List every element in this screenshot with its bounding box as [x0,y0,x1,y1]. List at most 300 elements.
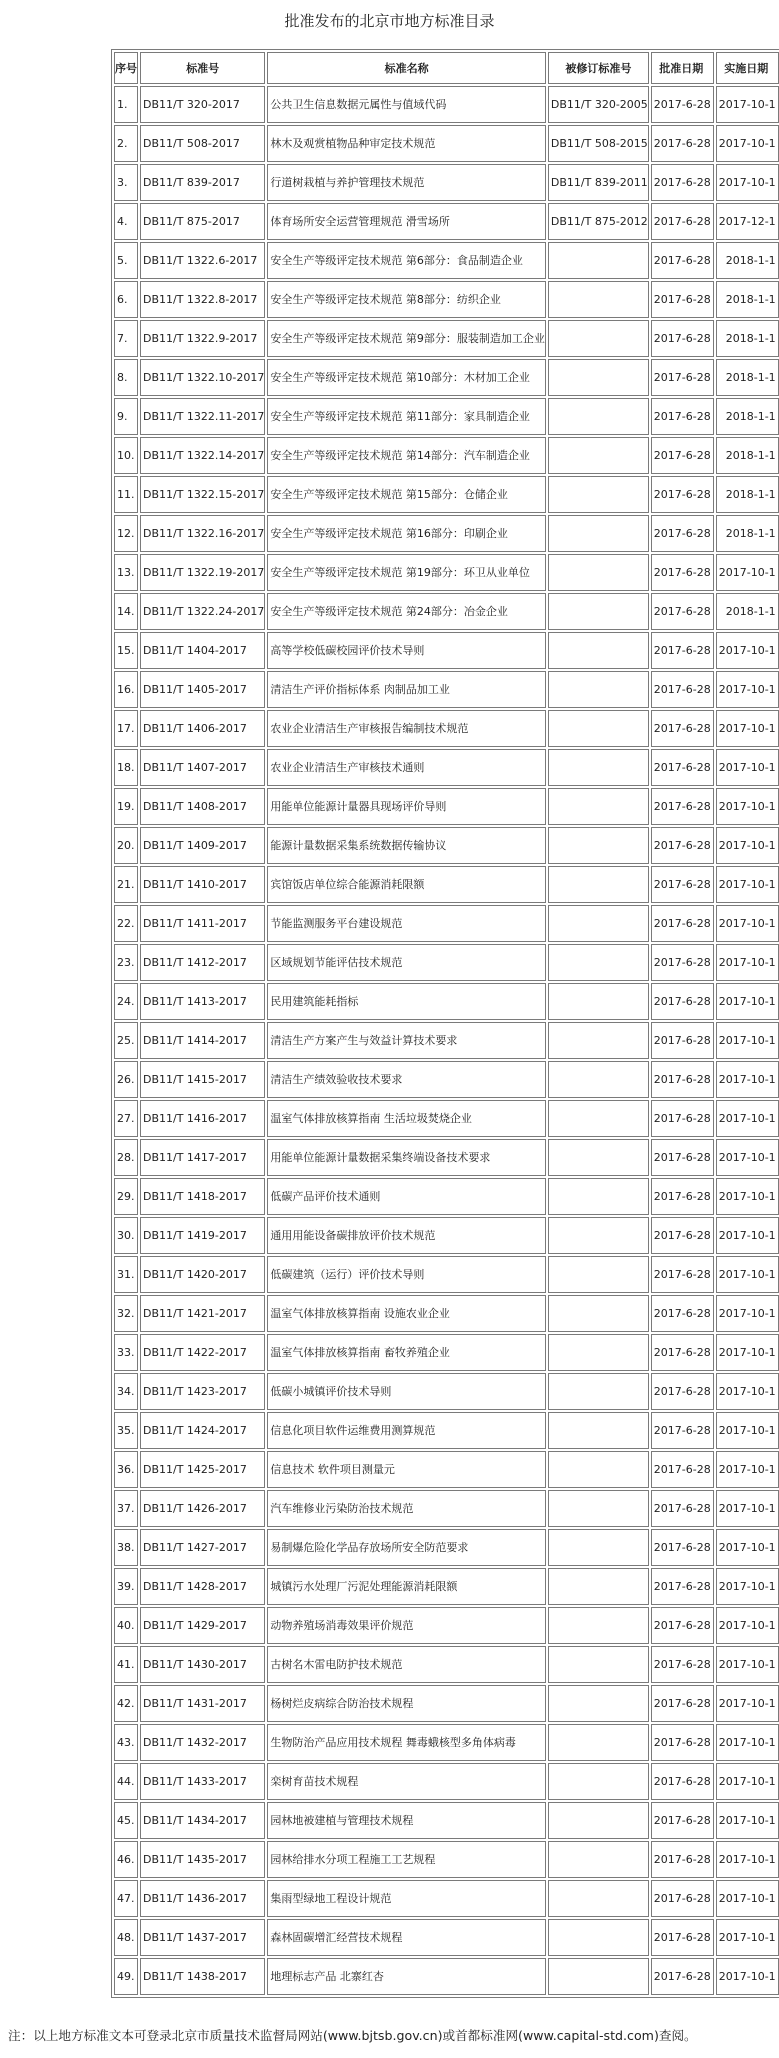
cell-standard-code: DB11/T 1412-2017 [140,944,265,981]
cell-implementation-date: 2017-10-1 [716,1724,779,1761]
cell-standard-name: 园林地被建植与管理技术规程 [267,1802,546,1839]
cell-implementation-date: 2017-10-1 [716,983,779,1020]
cell-implementation-date: 2017-10-1 [716,125,779,162]
cell-approval-date: 2017-6-28 [651,1412,714,1449]
cell-revised-standard [548,671,649,708]
standards-table [111,49,779,1998]
table-row [114,1295,779,1332]
cell-serial-no: 8. [114,359,138,396]
cell-implementation-date: 2017-10-1 [716,788,779,825]
cell-implementation-date: 2017-10-1 [716,749,779,786]
cell-standard-name: 宾馆饭店单位综合能源消耗限额 [267,866,546,903]
cell-approval-date: 2017-6-28 [651,1607,714,1644]
cell-serial-no: 10. [114,437,138,474]
cell-implementation-date: 2017-10-1 [716,1451,779,1488]
table-row [114,1646,779,1683]
cell-approval-date: 2017-6-28 [651,905,714,942]
cell-standard-code: DB11/T 1405-2017 [140,671,265,708]
cell-standard-code: DB11/T 1424-2017 [140,1412,265,1449]
cell-standard-name: 清洁生产绩效验收技术要求 [267,1061,546,1098]
cell-standard-name: 温室气体排放核算指南 设施农业企业 [267,1295,546,1332]
cell-revised-standard [548,749,649,786]
cell-revised-standard [548,1373,649,1410]
cell-standard-name: 安全生产等级评定技术规范 第19部分：环卫从业单位 [267,554,546,591]
cell-revised-standard [548,437,649,474]
cell-implementation-date: 2017-12-1 [716,203,779,240]
cell-serial-no: 32. [114,1295,138,1332]
cell-revised-standard [548,827,649,864]
cell-approval-date: 2017-6-28 [651,1724,714,1761]
cell-serial-no: 5. [114,242,138,279]
cell-implementation-date: 2017-10-1 [716,554,779,591]
cell-standard-name: 能源计量数据采集系统数据传输协议 [267,827,546,864]
cell-standard-name: 用能单位能源计量数据采集终端设备技术要求 [267,1139,546,1176]
cell-implementation-date: 2017-10-1 [716,1841,779,1878]
cell-serial-no: 4. [114,203,138,240]
table-row [114,749,779,786]
cell-approval-date: 2017-6-28 [651,1919,714,1956]
cell-standard-code: DB11/T 1322.10-2017 [140,359,265,396]
cell-approval-date: 2017-6-28 [651,125,714,162]
cell-approval-date: 2017-6-28 [651,398,714,435]
table-row [114,1451,779,1488]
cell-standard-name: 低碳小城镇评价技术导则 [267,1373,546,1410]
cell-serial-no: 44. [114,1763,138,1800]
cell-standard-code: DB11/T 1428-2017 [140,1568,265,1605]
cell-implementation-date: 2017-10-1 [716,1217,779,1254]
cell-implementation-date: 2017-10-1 [716,1061,779,1098]
cell-revised-standard [548,1646,649,1683]
cell-standard-code: DB11/T 1421-2017 [140,1295,265,1332]
cell-approval-date: 2017-6-28 [651,1841,714,1878]
table-row [114,125,779,162]
cell-serial-no: 1. [114,86,138,123]
cell-serial-no: 22. [114,905,138,942]
cell-standard-code: DB11/T 1435-2017 [140,1841,265,1878]
cell-standard-code: DB11/T 1426-2017 [140,1490,265,1527]
cell-standard-name: 清洁生产方案产生与效益计算技术要求 [267,1022,546,1059]
cell-standard-name: 安全生产等级评定技术规范 第10部分：木材加工企业 [267,359,546,396]
cell-serial-no: 14. [114,593,138,630]
cell-standard-code: DB11/T 1436-2017 [140,1880,265,1917]
cell-standard-code: DB11/T 320-2017 [140,86,265,123]
cell-implementation-date: 2017-10-1 [716,1802,779,1839]
cell-serial-no: 33. [114,1334,138,1371]
table-header [114,52,779,84]
cell-serial-no: 2. [114,125,138,162]
cell-revised-standard [548,1178,649,1215]
cell-serial-no: 43. [114,1724,138,1761]
cell-implementation-date: 2017-10-1 [716,1880,779,1917]
cell-standard-name: 地理标志产品 北寨红杏 [267,1958,546,1995]
cell-revised-standard [548,1529,649,1566]
cell-revised-standard [548,1022,649,1059]
cell-standard-code: DB11/T 1429-2017 [140,1607,265,1644]
cell-serial-no: 34. [114,1373,138,1410]
cell-implementation-date: 2017-10-1 [716,1568,779,1605]
table-row [114,1061,779,1098]
cell-implementation-date: 2017-10-1 [716,1256,779,1293]
cell-standard-code: DB11/T 1409-2017 [140,827,265,864]
cell-standard-name: 集雨型绿地工程设计规范 [267,1880,546,1917]
table-row [114,1802,779,1839]
cell-standard-code: DB11/T 1410-2017 [140,866,265,903]
table-row [114,164,779,201]
cell-standard-name: 农业企业清洁生产审核报告编制技术规范 [267,710,546,747]
cell-approval-date: 2017-6-28 [651,1880,714,1917]
cell-approval-date: 2017-6-28 [651,359,714,396]
cell-standard-code: DB11/T 1322.11-2017 [140,398,265,435]
cell-standard-name: 温室气体排放核算指南 生活垃圾焚烧企业 [267,1100,546,1137]
cell-revised-standard [548,1841,649,1878]
cell-approval-date: 2017-6-28 [651,1802,714,1839]
cell-standard-code: DB11/T 1419-2017 [140,1217,265,1254]
table-row [114,554,779,591]
cell-approval-date: 2017-6-28 [651,164,714,201]
cell-implementation-date: 2017-10-1 [716,1490,779,1527]
cell-revised-standard [548,1256,649,1293]
cell-approval-date: 2017-6-28 [651,749,714,786]
cell-serial-no: 11. [114,476,138,513]
cell-standard-code: DB11/T 1322.6-2017 [140,242,265,279]
cell-revised-standard [548,788,649,825]
cell-revised-standard [548,905,649,942]
cell-serial-no: 23. [114,944,138,981]
cell-revised-standard [548,1100,649,1137]
cell-revised-standard [548,1412,649,1449]
cell-standard-code: DB11/T 1425-2017 [140,1451,265,1488]
cell-approval-date: 2017-6-28 [651,1490,714,1527]
cell-standard-code: DB11/T 1411-2017 [140,905,265,942]
cell-standard-code: DB11/T 1431-2017 [140,1685,265,1722]
cell-serial-no: 21. [114,866,138,903]
table-row [114,788,779,825]
cell-standard-name: 体育场所安全运营管理规范 滑雪场所 [267,203,546,240]
header-implementation-date: 实施日期 [716,52,779,84]
cell-serial-no: 47. [114,1880,138,1917]
cell-revised-standard [548,866,649,903]
cell-implementation-date: 2018-1-1 [716,359,779,396]
cell-serial-no: 45. [114,1802,138,1839]
cell-implementation-date: 2017-10-1 [716,1412,779,1449]
cell-approval-date: 2017-6-28 [651,671,714,708]
table-row [114,437,779,474]
table-row [114,1919,779,1956]
cell-revised-standard [548,944,649,981]
cell-standard-name: 动物养殖场消毒效果评价规范 [267,1607,546,1644]
cell-approval-date: 2017-6-28 [651,86,714,123]
cell-revised-standard [548,1217,649,1254]
cell-serial-no: 40. [114,1607,138,1644]
cell-implementation-date: 2017-10-1 [716,671,779,708]
cell-standard-name: 古树名木雷电防护技术规范 [267,1646,546,1683]
cell-implementation-date: 2018-1-1 [716,281,779,318]
cell-revised-standard: DB11/T 839-2011 [548,164,649,201]
cell-standard-code: DB11/T 1422-2017 [140,1334,265,1371]
cell-approval-date: 2017-6-28 [651,437,714,474]
table-row [114,1880,779,1917]
cell-revised-standard [548,1334,649,1371]
cell-revised-standard: DB11/T 508-2015 [548,125,649,162]
cell-revised-standard: DB11/T 320-2005 [548,86,649,123]
cell-implementation-date: 2017-10-1 [716,1919,779,1956]
header-standard-name: 标准名称 [267,52,546,84]
cell-standard-code: DB11/T 1438-2017 [140,1958,265,1995]
cell-revised-standard [548,983,649,1020]
table-row [114,1022,779,1059]
cell-revised-standard [548,398,649,435]
cell-approval-date: 2017-6-28 [651,827,714,864]
cell-implementation-date: 2017-10-1 [716,1958,779,1995]
cell-standard-code: DB11/T 1433-2017 [140,1763,265,1800]
cell-serial-no: 42. [114,1685,138,1722]
cell-standard-name: 林木及观赏植物品种审定技术规范 [267,125,546,162]
cell-approval-date: 2017-6-28 [651,1334,714,1371]
cell-revised-standard [548,242,649,279]
cell-standard-name: 用能单位能源计量器具现场评价导则 [267,788,546,825]
cell-implementation-date: 2017-10-1 [716,1022,779,1059]
cell-revised-standard [548,1607,649,1644]
cell-standard-name: 杨树烂皮病综合防治技术规程 [267,1685,546,1722]
cell-serial-no: 9. [114,398,138,435]
cell-revised-standard [548,281,649,318]
cell-standard-name: 信息化项目软件运维费用测算规范 [267,1412,546,1449]
cell-revised-standard [548,320,649,357]
cell-standard-name: 城镇污水处理厂污泥处理能源消耗限额 [267,1568,546,1605]
table-row [114,1373,779,1410]
cell-standard-name: 低碳产品评价技术通则 [267,1178,546,1215]
cell-standard-code: DB11/T 1408-2017 [140,788,265,825]
table-row [114,1334,779,1371]
cell-serial-no: 29. [114,1178,138,1215]
cell-revised-standard [548,1490,649,1527]
cell-implementation-date: 2017-10-1 [716,1607,779,1644]
cell-standard-name: 森林固碳增汇经营技术规程 [267,1919,546,1956]
table-row [114,320,779,357]
cell-approval-date: 2017-6-28 [651,944,714,981]
cell-implementation-date: 2017-10-1 [716,86,779,123]
cell-serial-no: 49. [114,1958,138,1995]
cell-serial-no: 46. [114,1841,138,1878]
cell-implementation-date: 2017-10-1 [716,1295,779,1332]
cell-standard-code: DB11/T 1415-2017 [140,1061,265,1098]
cell-implementation-date: 2017-10-1 [716,1763,779,1800]
cell-serial-no: 28. [114,1139,138,1176]
table-row [114,710,779,747]
cell-implementation-date: 2017-10-1 [716,632,779,669]
cell-revised-standard [548,593,649,630]
cell-implementation-date: 2017-10-1 [716,866,779,903]
table-row [114,1412,779,1449]
cell-standard-name: 农业企业清洁生产审核技术通则 [267,749,546,786]
cell-implementation-date: 2018-1-1 [716,593,779,630]
cell-revised-standard [548,1724,649,1761]
table-row [114,632,779,669]
header-standard-code: 标准号 [140,52,265,84]
cell-approval-date: 2017-6-28 [651,203,714,240]
cell-standard-code: DB11/T 1322.24-2017 [140,593,265,630]
table-row [114,1178,779,1215]
cell-approval-date: 2017-6-28 [651,632,714,669]
cell-implementation-date: 2017-10-1 [716,1100,779,1137]
cell-standard-code: DB11/T 1432-2017 [140,1724,265,1761]
cell-standard-code: DB11/T 1418-2017 [140,1178,265,1215]
cell-revised-standard [548,1880,649,1917]
cell-standard-code: DB11/T 1430-2017 [140,1646,265,1683]
cell-standard-code: DB11/T 1322.14-2017 [140,437,265,474]
cell-approval-date: 2017-6-28 [651,1763,714,1800]
cell-serial-no: 3. [114,164,138,201]
table-row [114,1607,779,1644]
cell-standard-name: 公共卫生信息数据元属性与值域代码 [267,86,546,123]
cell-approval-date: 2017-6-28 [651,554,714,591]
cell-standard-code: DB11/T 1322.9-2017 [140,320,265,357]
cell-standard-code: DB11/T 875-2017 [140,203,265,240]
cell-standard-code: DB11/T 1322.16-2017 [140,515,265,552]
cell-implementation-date: 2017-10-1 [716,905,779,942]
cell-standard-name: 汽车维修业污染防治技术规范 [267,1490,546,1527]
cell-serial-no: 37. [114,1490,138,1527]
cell-standard-code: DB11/T 1413-2017 [140,983,265,1020]
cell-approval-date: 2017-6-28 [651,788,714,825]
cell-serial-no: 35. [114,1412,138,1449]
table-row [114,1217,779,1254]
cell-standard-name: 清洁生产评价指标体系 肉制品加工业 [267,671,546,708]
cell-revised-standard [548,1685,649,1722]
cell-standard-code: DB11/T 508-2017 [140,125,265,162]
cell-revised-standard [548,359,649,396]
cell-serial-no: 18. [114,749,138,786]
cell-standard-code: DB11/T 1322.8-2017 [140,281,265,318]
cell-standard-code: DB11/T 1322.15-2017 [140,476,265,513]
cell-standard-name: 安全生产等级评定技术规范 第16部分：印刷企业 [267,515,546,552]
table-row [114,242,779,279]
cell-implementation-date: 2017-10-1 [716,944,779,981]
cell-serial-no: 6. [114,281,138,318]
header-revised-standard: 被修订标准号 [548,52,649,84]
cell-approval-date: 2017-6-28 [651,1100,714,1137]
cell-approval-date: 2017-6-28 [651,1568,714,1605]
cell-serial-no: 7. [114,320,138,357]
cell-revised-standard [548,1139,649,1176]
cell-implementation-date: 2018-1-1 [716,320,779,357]
cell-approval-date: 2017-6-28 [651,1373,714,1410]
footnote: 注：以上地方标准文本可登录北京市质量技术监督局网站(www.bjtsb.gov.cn)或首都标准网(www.capital-std.com)查阅。 [8,2028,697,2043]
cell-standard-name: 通用用能设备碳排放评价技术规范 [267,1217,546,1254]
cell-serial-no: 25. [114,1022,138,1059]
table-row [114,86,779,123]
cell-standard-name: 安全生产等级评定技术规范 第14部分：汽车制造企业 [267,437,546,474]
table-row [114,1841,779,1878]
table-row [114,1724,779,1761]
cell-approval-date: 2017-6-28 [651,593,714,630]
table-header-row [114,52,779,84]
cell-revised-standard [548,1802,649,1839]
cell-revised-standard [548,1919,649,1956]
cell-standard-name: 安全生产等级评定技术规范 第9部分：服装制造加工企业 [267,320,546,357]
cell-implementation-date: 2017-10-1 [716,710,779,747]
cell-revised-standard [548,554,649,591]
cell-approval-date: 2017-6-28 [651,1139,714,1176]
header-approval-date: 批准日期 [651,52,714,84]
cell-revised-standard [548,1763,649,1800]
cell-standard-code: DB11/T 1423-2017 [140,1373,265,1410]
table-row [114,398,779,435]
cell-standard-code: DB11/T 1416-2017 [140,1100,265,1137]
cell-standard-name: 安全生产等级评定技术规范 第15部分：仓储企业 [267,476,546,513]
cell-standard-name: 安全生产等级评定技术规范 第11部分：家具制造企业 [267,398,546,435]
cell-revised-standard [548,515,649,552]
table-row [114,983,779,1020]
table-row [114,1529,779,1566]
cell-approval-date: 2017-6-28 [651,320,714,357]
cell-serial-no: 26. [114,1061,138,1098]
cell-serial-no: 24. [114,983,138,1020]
cell-standard-name: 栾树育苗技术规程 [267,1763,546,1800]
cell-standard-name: 生物防治产品应用技术规程 舞毒蛾核型多角体病毒 [267,1724,546,1761]
cell-revised-standard [548,710,649,747]
cell-implementation-date: 2017-10-1 [716,827,779,864]
cell-standard-code: DB11/T 1434-2017 [140,1802,265,1839]
cell-approval-date: 2017-6-28 [651,1178,714,1215]
cell-serial-no: 17. [114,710,138,747]
cell-approval-date: 2017-6-28 [651,281,714,318]
cell-approval-date: 2017-6-28 [651,1022,714,1059]
cell-implementation-date: 2017-10-1 [716,164,779,201]
table-row [114,827,779,864]
cell-standard-code: DB11/T 1417-2017 [140,1139,265,1176]
cell-approval-date: 2017-6-28 [651,476,714,513]
page-title: 批准发布的北京市地方标准目录 [284,12,495,30]
cell-standard-name: 安全生产等级评定技术规范 第6部分：食品制造企业 [267,242,546,279]
table-row [114,281,779,318]
cell-serial-no: 38. [114,1529,138,1566]
cell-serial-no: 41. [114,1646,138,1683]
table-row [114,476,779,513]
cell-standard-name: 园林给排水分项工程施工工艺规程 [267,1841,546,1878]
cell-serial-no: 31. [114,1256,138,1293]
table-row [114,1685,779,1722]
cell-revised-standard [548,476,649,513]
cell-standard-name: 区域规划节能评估技术规范 [267,944,546,981]
cell-approval-date: 2017-6-28 [651,1958,714,1995]
cell-serial-no: 36. [114,1451,138,1488]
table-row [114,1139,779,1176]
cell-implementation-date: 2017-10-1 [716,1373,779,1410]
cell-standard-name: 温室气体排放核算指南 畜牧养殖企业 [267,1334,546,1371]
cell-standard-name: 低碳建筑（运行）评价技术导则 [267,1256,546,1293]
cell-implementation-date: 2017-10-1 [716,1529,779,1566]
table-row [114,866,779,903]
cell-standard-name: 安全生产等级评定技术规范 第8部分：纺织企业 [267,281,546,318]
cell-revised-standard [548,1958,649,1995]
cell-standard-name: 信息技术 软件项目测量元 [267,1451,546,1488]
cell-implementation-date: 2017-10-1 [716,1178,779,1215]
cell-revised-standard [548,1568,649,1605]
table-row [114,1958,779,1995]
table-row [114,203,779,240]
cell-serial-no: 12. [114,515,138,552]
cell-approval-date: 2017-6-28 [651,1295,714,1332]
cell-implementation-date: 2017-10-1 [716,1334,779,1371]
cell-approval-date: 2017-6-28 [651,242,714,279]
cell-approval-date: 2017-6-28 [651,1685,714,1722]
cell-standard-code: DB11/T 1406-2017 [140,710,265,747]
cell-standard-name: 安全生产等级评定技术规范 第24部分：冶金企业 [267,593,546,630]
cell-implementation-date: 2018-1-1 [716,242,779,279]
cell-serial-no: 20. [114,827,138,864]
cell-revised-standard [548,632,649,669]
